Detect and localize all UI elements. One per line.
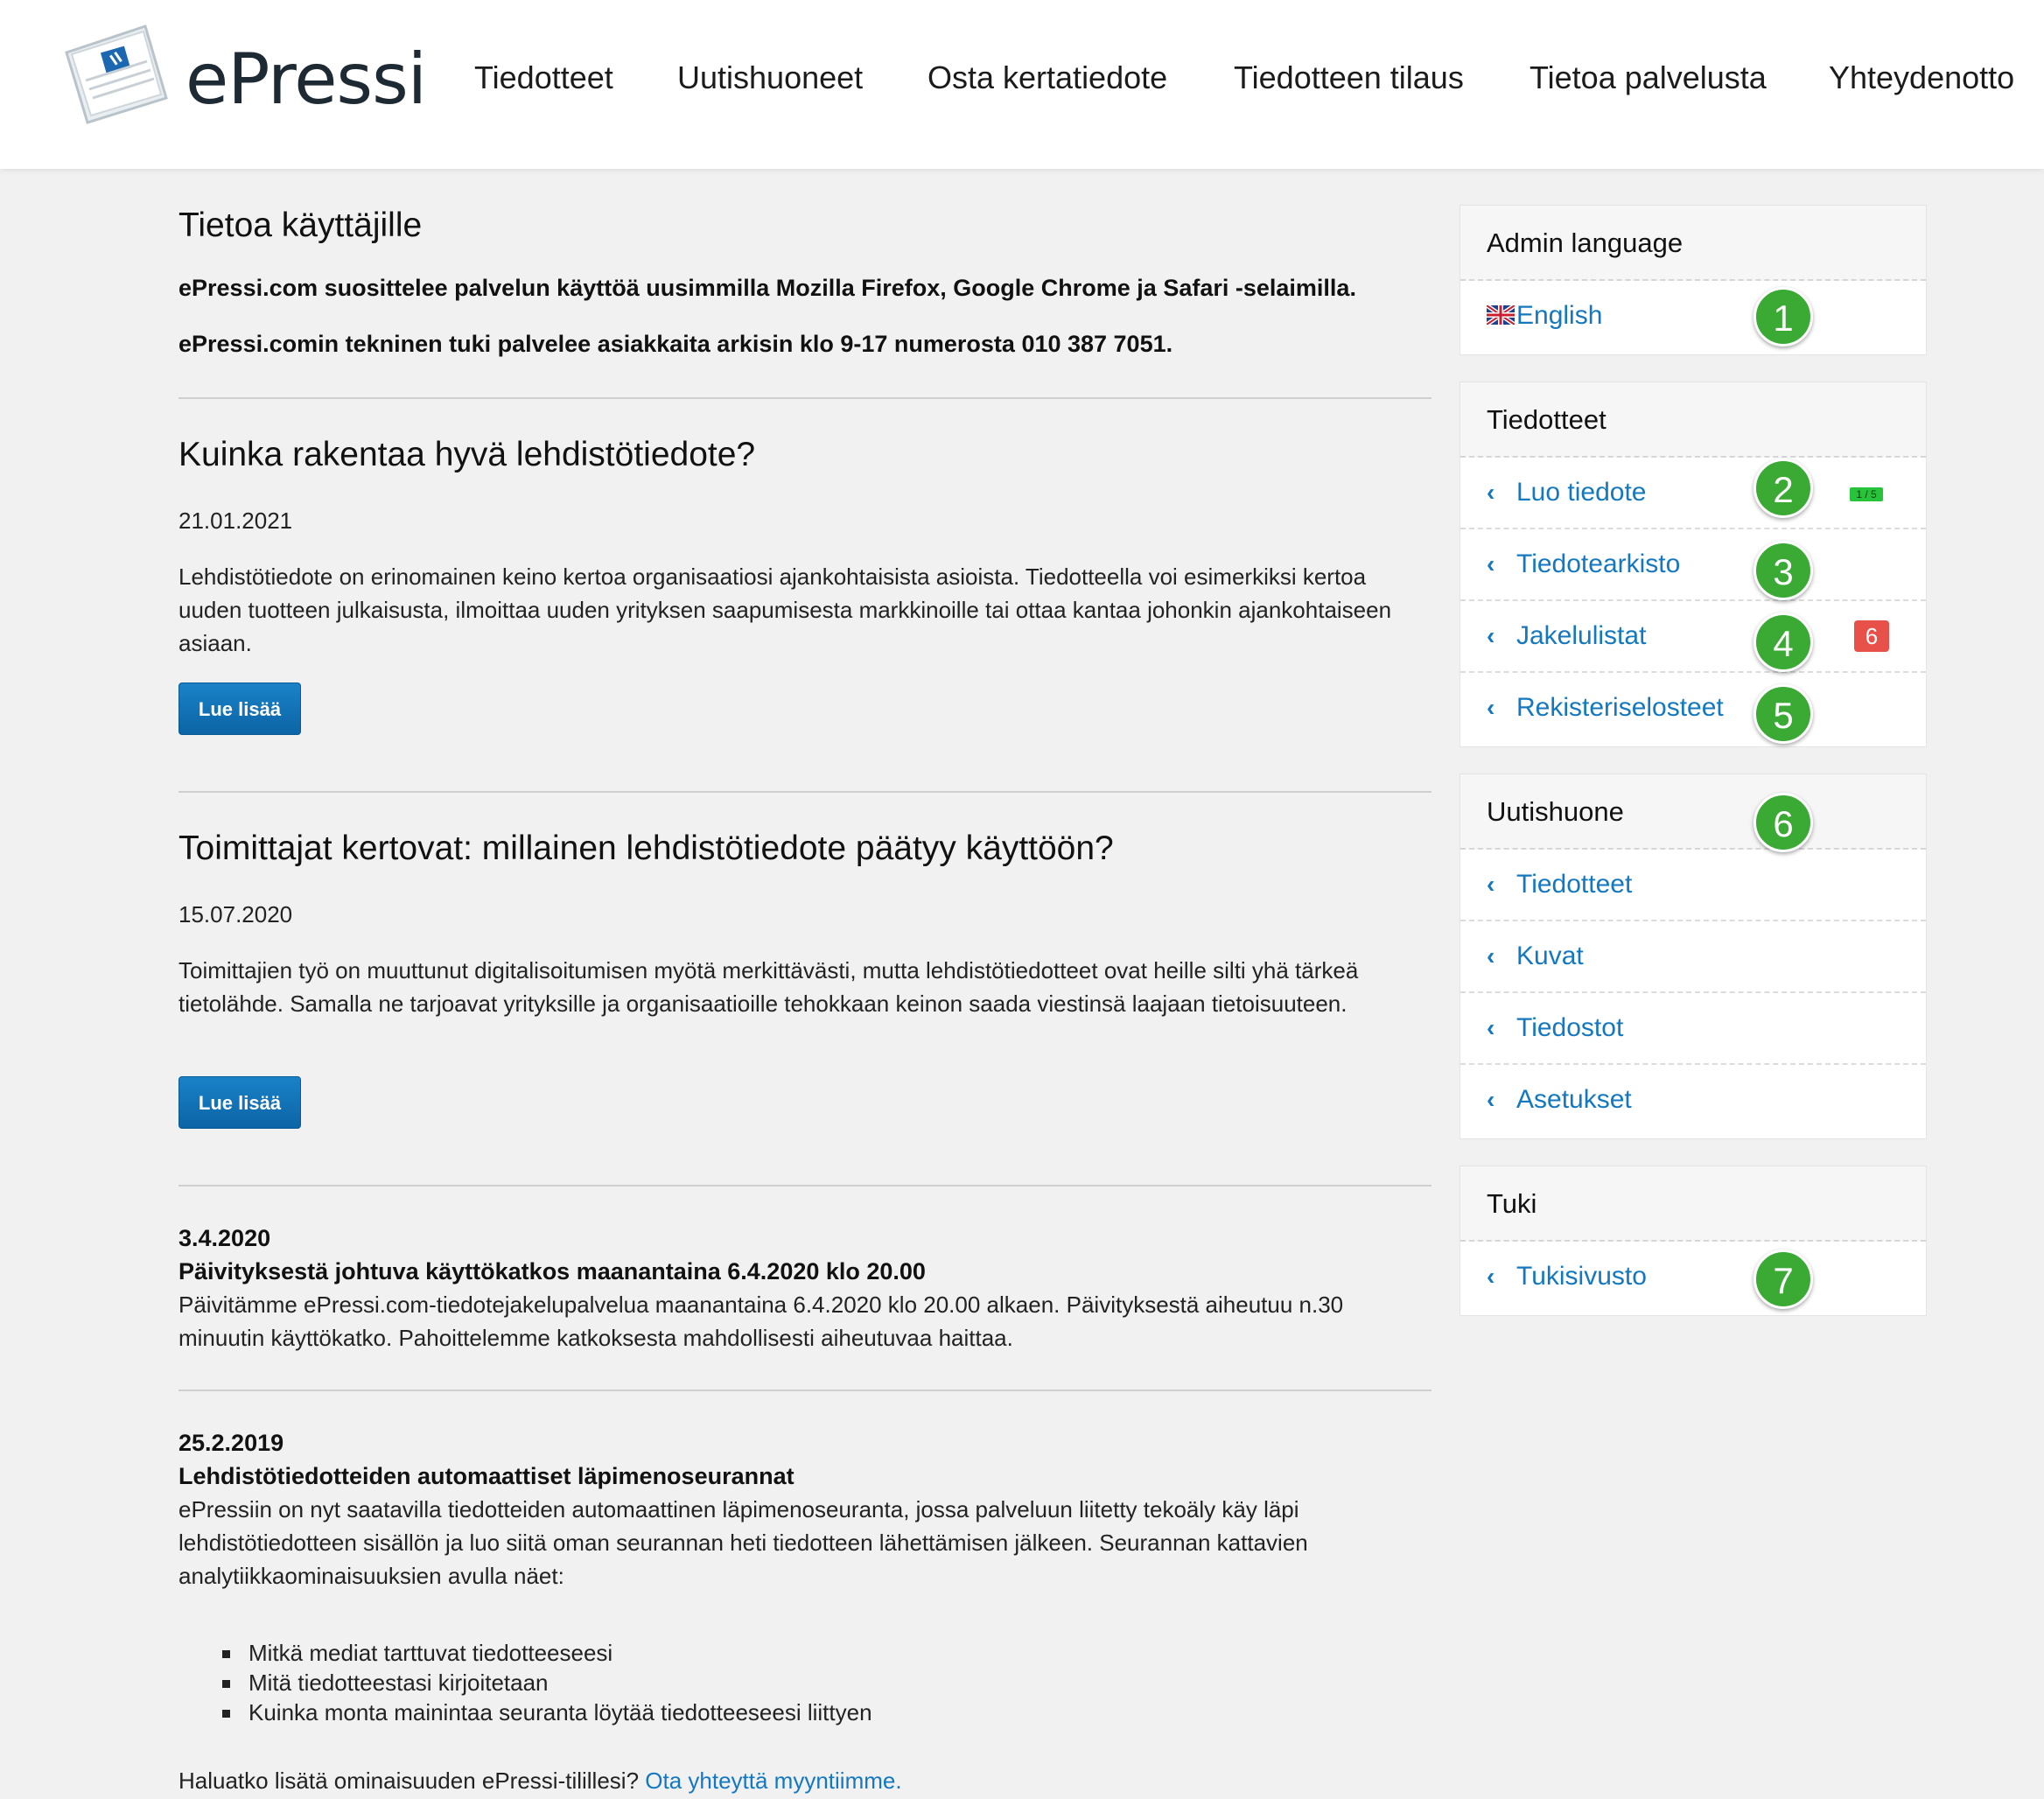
sidebar-item-label: Tiedotteet [1516,870,1633,899]
sidebar-item-rekisteriselosteet[interactable] [1460,673,1926,745]
article-title[interactable]: Toimittajat kertovat: millainen lehdistötiedote päätyy käyttöön? [178,830,1114,867]
chevron-left-icon: ‹ [1487,479,1495,506]
sidebar-item-label: Kuvat [1516,942,1584,970]
read-more-button[interactable]: Lue lisää [178,1076,301,1129]
uutishuone-panel [1460,774,1927,1139]
article-body: Lehdistötiedote on erinomainen keino kertoa organisaatiosi ajankohtaisista asioista. Tiedotteella voi esimerkiksi kertoa uuden tuotteen julkaisusta, ilmoittaa uuden yrityksen saapumisesta markkinoille tai ottaa kantaa johonkin ajankohtaiseen asiaan. [178,564,1392,656]
sidebar-item-tukisivusto[interactable] [1460,1242,1926,1313]
news-title: Päivityksestä johtuva käyttökatkos maanantaina 6.4.2020 klo 20.00 [178,1258,926,1284]
annotation-marker: 1 [1754,287,1813,346]
article-date: 15.07.2020 [178,901,293,928]
chevron-left-icon: ‹ [1487,871,1495,898]
language-english-link[interactable] [1460,281,1926,353]
divider [178,791,1432,793]
annotation-marker: 2 [1754,458,1813,518]
sidebar-item-label: Luo tiedote [1516,478,1647,507]
chevron-left-icon: ‹ [1487,1263,1495,1290]
annotation-marker: 6 [1754,793,1813,852]
sidebar-item-jakelulistat[interactable] [1460,601,1926,673]
article-body: Toimittajien työ on muuttunut digitalisoitumisen myötä merkittävästi, mutta lehdistötiedotteet ovat heille silti yhä tärkeä tietolähde. Samalla ne tarjoavat yrityksille ja organisaatioille tehokkaan keinon saada viestinsä laajaan tietoisuuteen. [178,957,1359,1017]
newspaper-logo-icon [60,19,173,124]
panel-title: Uutishuone [1460,774,1926,850]
chevron-left-icon: ‹ [1487,942,1495,970]
panel-title: Tiedotteet [1460,382,1926,458]
top-navbar [0,0,2044,169]
nav-osta-kertatiedote[interactable]: Osta kertatiedote [928,60,1168,95]
news-title: Lehdistötiedotteiden automaattiset läpimenoseurannat [178,1463,794,1489]
list-item: Kuinka monta mainintaa seuranta löytää tiedotteeseesi liittyen [248,1699,872,1726]
chevron-left-icon: ‹ [1487,1086,1495,1113]
sidebar-item-label: Tiedostot [1516,1013,1624,1042]
contact-sales-text: Haluatko lisätä ominaisuuden ePressi-tilillesi? [178,1768,646,1794]
count-badge: 6 [1854,620,1889,652]
divider [178,1390,1432,1391]
annotation-marker: 3 [1754,541,1813,600]
nav-yhteydenotto[interactable]: Yhteydenotto [1829,60,2015,95]
chevron-left-icon: ‹ [1487,1014,1495,1041]
sidebar-item-label: Jakelulistat [1516,621,1647,650]
sidebar-item-tiedostot[interactable] [1460,993,1926,1065]
sidebar-item-luo-tiedote[interactable] [1460,458,1926,529]
sidebar-item-asetukset[interactable] [1460,1065,1926,1137]
contact-sales-line [178,1768,902,1795]
sidebar-item-label: Rekisteriselosteet [1516,693,1724,722]
panel-title: Admin language [1460,206,1926,281]
quota-badge: 1 / 5 [1850,487,1883,501]
chevron-left-icon: ‹ [1487,550,1495,578]
chevron-left-icon: ‹ [1487,622,1495,649]
info-support-note: ePressi.comin tekninen tuki palvelee asiakkaita arkisin klo 9-17 numerosta 010 387 7051. [178,331,1173,357]
news-body: Päivitämme ePressi.com-tiedotejakelupalvelua maanantaina 6.4.2020 klo 20.00 alkaen. Päivityksestä aiheutuu n.30 minuutin käyttökatko. Pahoittelemme katkoksesta mahdollisesti aiheutuvaa haittaa. [178,1292,1344,1351]
sidebar-item-tiedotteet[interactable] [1460,850,1926,921]
tuki-panel [1460,1166,1927,1316]
sidebar-item-tiedotearkisto[interactable] [1460,529,1926,601]
annotation-marker: 7 [1754,1250,1813,1309]
uk-flag-icon [1487,305,1515,325]
nav-tiedotteen-tilaus[interactable]: Tiedotteen tilaus [1234,60,1464,95]
sidebar-item-label: Tiedotearkisto [1516,550,1681,578]
contact-sales-link[interactable]: Ota yhteyttä myyntiimme. [645,1768,902,1794]
annotation-marker: 5 [1754,684,1813,744]
divider [178,397,1432,399]
divider [178,1185,1432,1186]
nav-tiedotteet[interactable]: Tiedotteet [474,60,613,95]
news-date: 25.2.2019 [178,1430,284,1456]
article-date: 21.01.2021 [178,508,293,534]
brand-name: ePressi [186,38,426,120]
read-more-button[interactable]: Lue lisää [178,682,301,735]
nav-tietoa-palvelusta[interactable]: Tietoa palvelusta [1530,60,1767,95]
sidebar-item-kuvat[interactable] [1460,921,1926,993]
nav-uutishuoneet[interactable]: Uutishuoneet [677,60,864,95]
list-item: Mitä tiedotteestasi kirjoitetaan [248,1668,872,1698]
sidebar-item-label: Asetukset [1516,1085,1632,1114]
chevron-left-icon: ‹ [1487,694,1495,721]
sidebar-item-label: Tukisivusto [1516,1262,1647,1291]
panel-title: Tuki [1460,1166,1926,1242]
annotation-marker: 4 [1754,612,1813,672]
info-title: Tietoa käyttäjille [178,206,423,244]
list-item: Mitkä mediat tarttuvat tiedotteeseesi [248,1638,872,1668]
article-title[interactable]: Kuinka rakentaa hyvä lehdistötiedote? [178,436,756,473]
admin-language-panel [1460,205,1927,355]
tiedotteet-panel [1460,382,1927,747]
news-body: ePressiin on nyt saatavilla tiedotteiden automaattinen läpimenoseuranta, jossa palveluun liitetty tekoäly käy läpi lehdistötiedotteen sisällön ja luo siitä oman seurannan heti tiedotteen lähettämisen jälkeen. Seurannan kattavien analytiikkaominaisuuksien avulla näet: [178,1496,1308,1589]
info-browser-note: ePressi.com suosittelee palvelun käyttöä uusimmilla Mozilla Firefox, Google Chrome ja Safari -selaimilla. [178,275,1356,301]
epressi-logo[interactable] [60,19,426,124]
feature-list [248,1638,872,1727]
language-label: English [1516,301,1603,330]
news-date: 3.4.2020 [178,1225,271,1251]
